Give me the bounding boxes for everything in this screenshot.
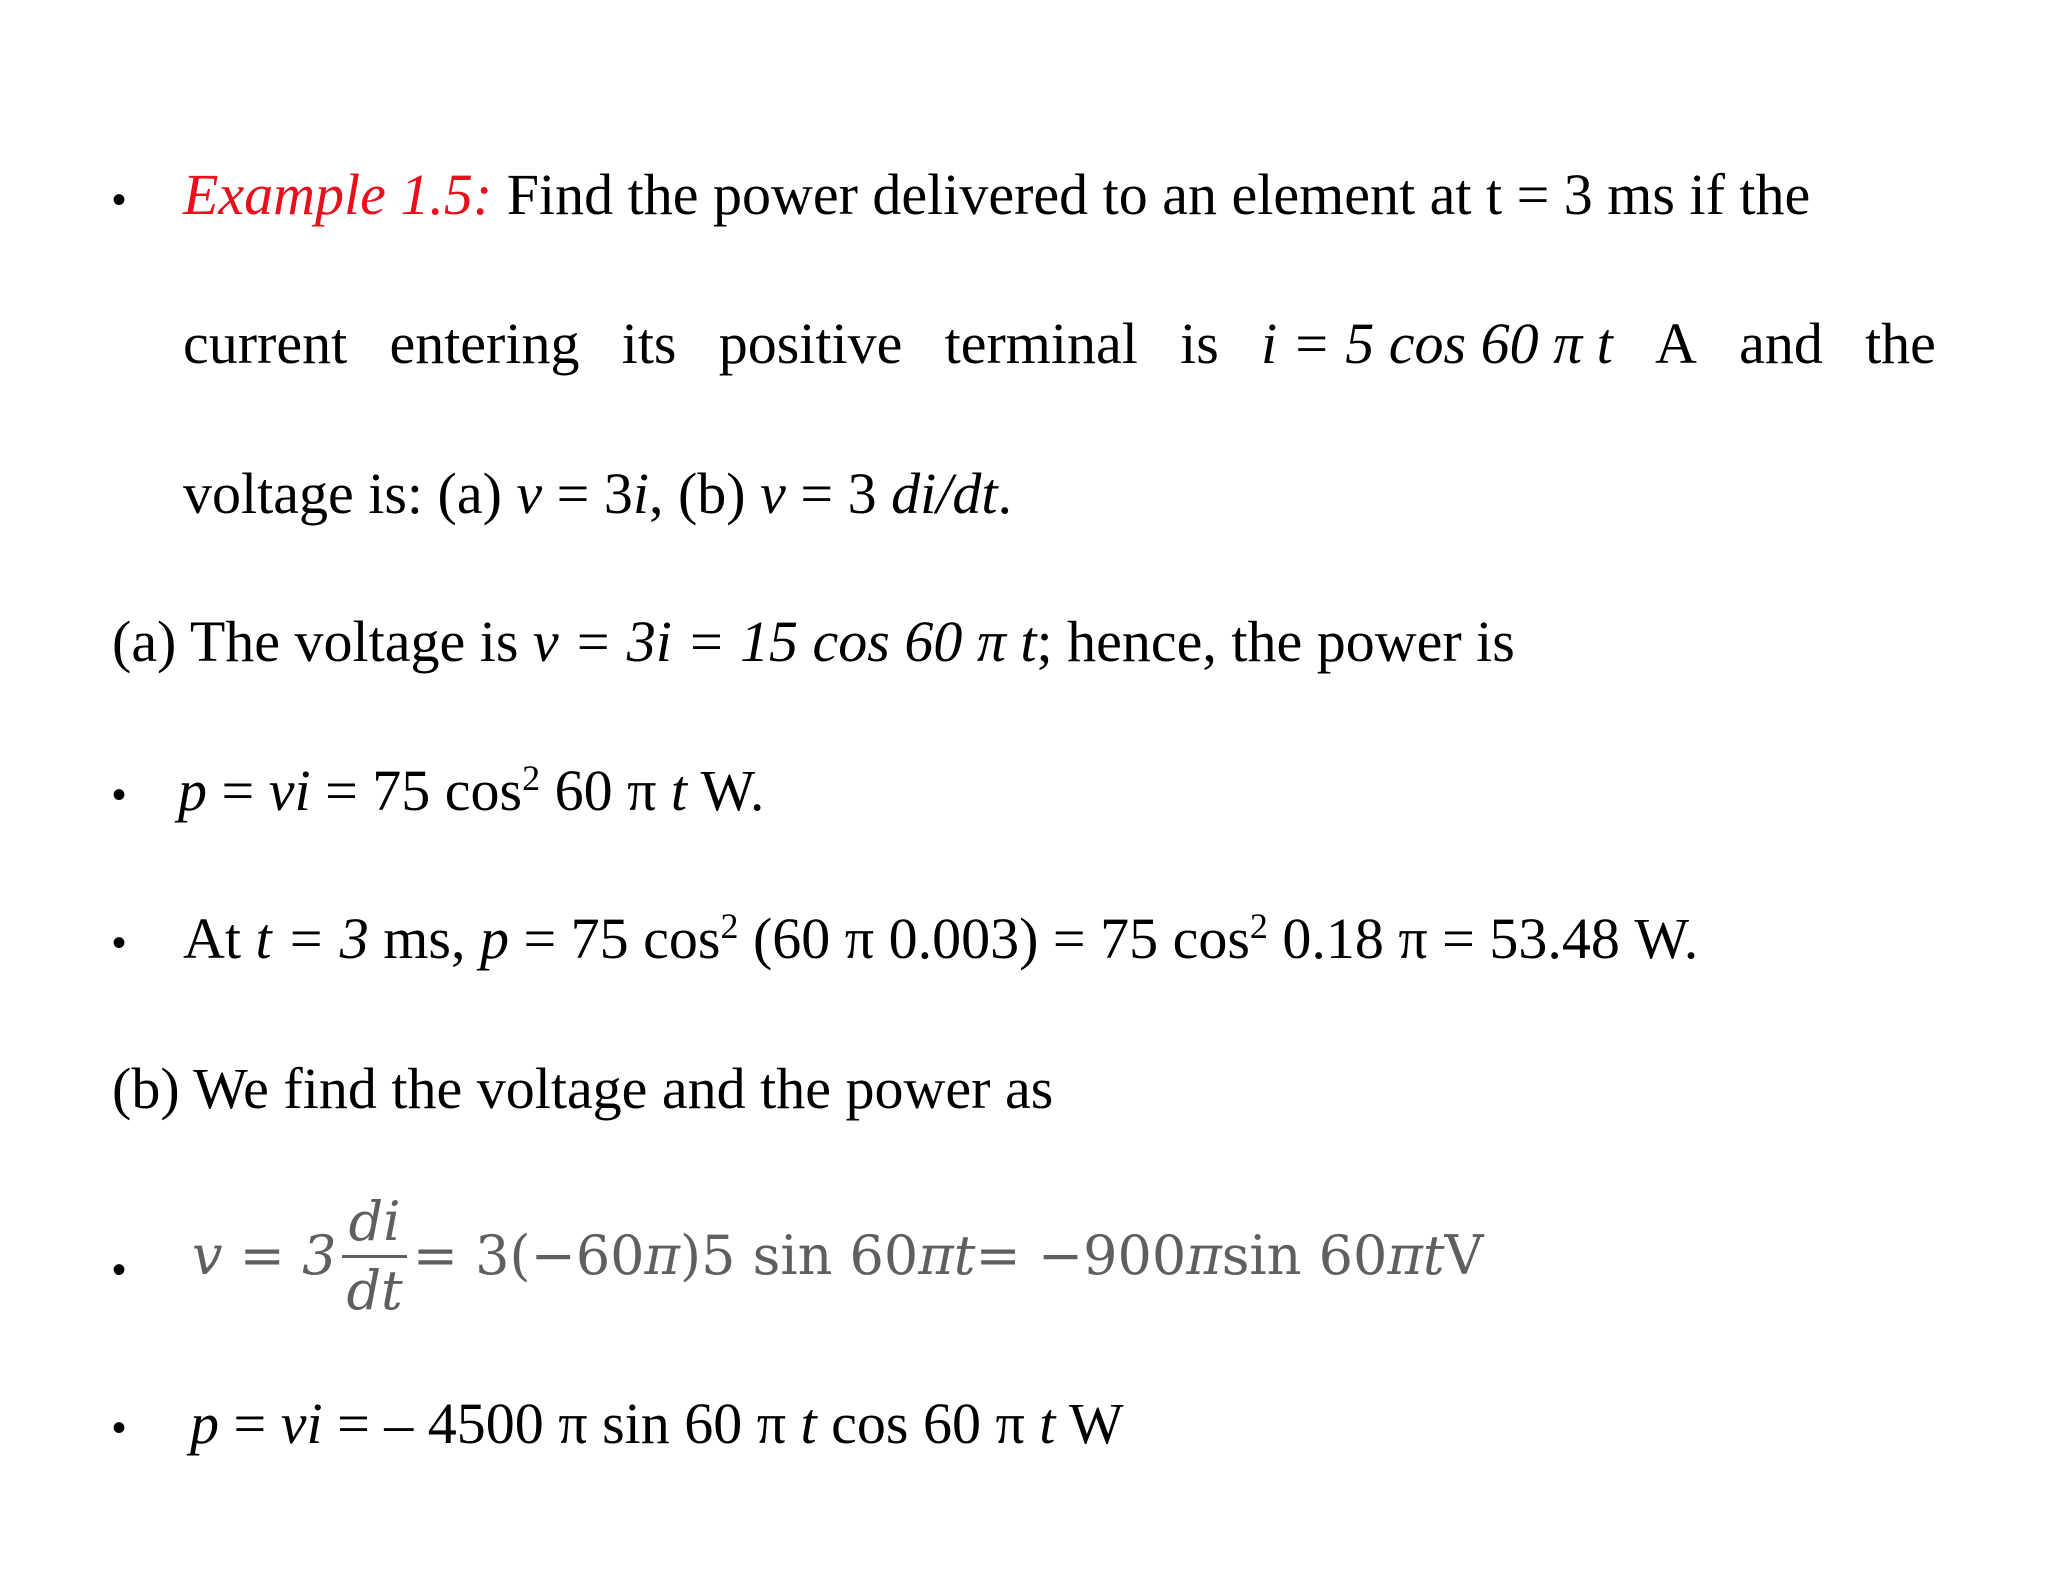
text-run: . — [997, 461, 1012, 526]
var-p: p — [178, 758, 207, 823]
example-line-3 — [183, 461, 1012, 526]
example-word: entering — [389, 311, 580, 376]
text-run: )5 sin 60 — [680, 1224, 919, 1287]
text-run: = 3 — [271, 906, 369, 971]
bullet-1: • — [112, 178, 127, 222]
text-run: = 3 — [785, 461, 892, 526]
voltage-expression: v = 3i = 15 cos 60 π t — [532, 609, 1037, 674]
current-expression: i = 5 cos 60 π t — [1261, 311, 1613, 376]
derivative-fraction — [342, 1189, 406, 1322]
example-word: terminal — [944, 311, 1138, 376]
example-line-2 — [183, 311, 1936, 376]
text-run: = 3(−60 — [412, 1224, 645, 1287]
pi-symbol: π — [918, 1224, 954, 1287]
example-text-1: Find the power delivered to an element at t = 3 ms if the — [506, 162, 1811, 227]
equation-lhs: v = 3 — [192, 1224, 337, 1287]
text-run: (a) The voltage is — [112, 609, 533, 674]
part-b-intro — [112, 1056, 1054, 1121]
text-run: At — [183, 906, 256, 971]
superscript: 2 — [522, 758, 541, 799]
text-run: ms, — [368, 906, 480, 971]
var-t: t — [670, 758, 688, 823]
bullet-3: • — [112, 921, 127, 965]
var-i: i — [632, 461, 649, 526]
text-run: ; hence, the power is — [1036, 609, 1515, 674]
part-a-power-formula — [178, 758, 765, 823]
text-run: = −900 — [975, 1224, 1187, 1287]
fraction-numerator: di — [342, 1195, 406, 1258]
bullet-4: • — [112, 1248, 127, 1292]
part-b-voltage-equation — [192, 1178, 1484, 1334]
text-run: (60 π 0.003) = 75 cos — [738, 906, 1250, 971]
var-t: t — [1039, 1391, 1056, 1456]
part-b-power-equation — [190, 1391, 1124, 1456]
text-run: = — [207, 758, 269, 823]
example-word: A — [1654, 311, 1697, 376]
superscript: 2 — [720, 906, 739, 947]
text-run: = 75 cos — [310, 758, 523, 823]
pi-symbol: π — [1387, 1224, 1423, 1287]
text-run: (b) We find the voltage and the power as — [112, 1056, 1054, 1121]
var-p: p — [479, 906, 509, 971]
text-run: = – 4500 π sin 60 π — [322, 1391, 801, 1456]
text-run: 0.18 π = 53.48 W. — [1267, 906, 1699, 971]
example-word: and — [1739, 311, 1823, 376]
part-a-intro — [112, 609, 1515, 674]
text-run: 60 π — [540, 758, 671, 823]
text-run: cos 60 π — [816, 1391, 1040, 1456]
example-word: positive — [718, 311, 903, 376]
var-v: v — [516, 461, 543, 526]
var-t: t — [800, 1391, 817, 1456]
text-run: = — [219, 1391, 281, 1456]
example-word: its — [621, 311, 677, 376]
derivative-expression: di/dt — [891, 461, 998, 526]
example-word: the — [1865, 311, 1936, 376]
unit: V — [1444, 1224, 1484, 1287]
var-t: t — [255, 906, 272, 971]
text-run: = 75 cos — [508, 906, 721, 971]
fraction-denominator: dt — [346, 1258, 403, 1322]
part-a-power-value — [183, 906, 1699, 971]
text-run: voltage is: (a) — [183, 461, 517, 526]
superscript: 2 — [1249, 906, 1268, 947]
pi-symbol: π — [1186, 1224, 1222, 1287]
example-label: Example 1.5: — [183, 162, 493, 227]
var-vi: vi — [280, 1391, 323, 1456]
text-run: = 3 — [542, 461, 633, 526]
text-run: W. — [687, 758, 765, 823]
bullet-2: • — [112, 773, 127, 817]
example-word: is — [1180, 311, 1219, 376]
unit: W — [1055, 1391, 1124, 1456]
var-v: v — [760, 461, 786, 526]
var-p: p — [190, 1391, 219, 1456]
text-run: , (b) — [648, 461, 761, 526]
var-vi: vi — [268, 758, 311, 823]
pi-symbol: π — [644, 1224, 681, 1287]
bullet-5: • — [112, 1406, 127, 1450]
text-run: sin 60 — [1221, 1224, 1388, 1287]
var-t: t — [953, 1224, 976, 1287]
example-line-1 — [183, 162, 1811, 227]
var-t: t — [1422, 1224, 1445, 1287]
example-word: current — [183, 311, 348, 376]
